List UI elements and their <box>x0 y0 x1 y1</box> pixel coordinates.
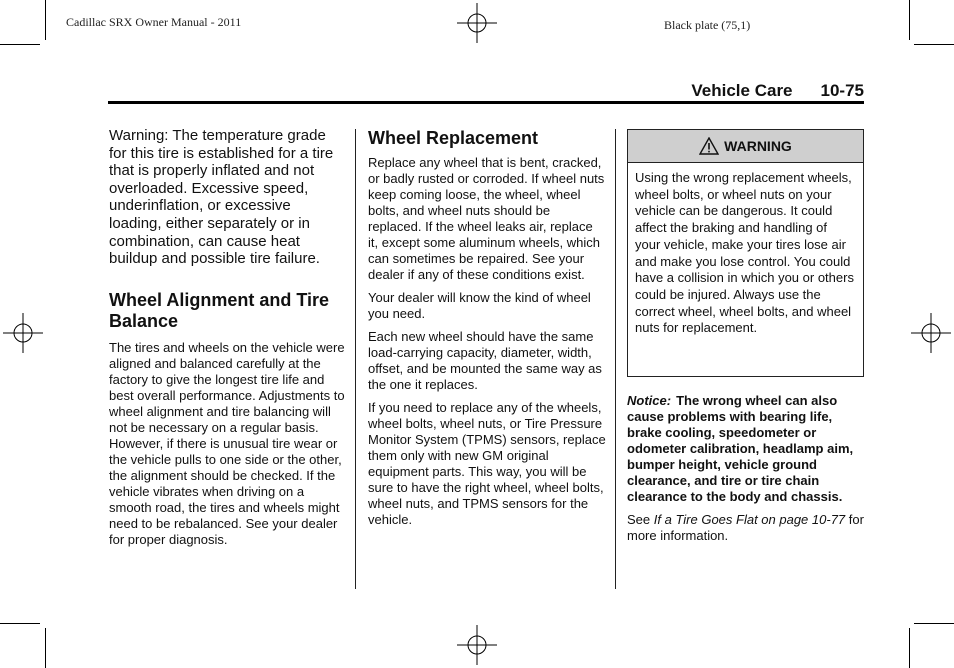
wheel-replacement-p1: Replace any wheel that is bent, cracked, or badly rusted or corroded. If wheel nuts keep coming loose, the wheel, wheel bolts, and wheel nuts should be replaced. If the wheel leaks air, replace it, except some aluminum wheels, which can sometimes be repaired. See your dealer if any of these conditions exist. <box>368 155 605 282</box>
registration-mark-icon <box>911 313 951 353</box>
header-rule <box>108 101 864 104</box>
wheel-replacement-p2: Your dealer will know the kind of wheel you need. <box>368 290 591 321</box>
wheel-replacement-p3: Each new wheel should have the same load-carrying capacity, diameter, width, offset, and be mounted the same way as the one it replaces. <box>368 329 602 392</box>
warning-header <box>628 130 863 163</box>
column-middle <box>368 128 606 535</box>
column-right-lower <box>627 393 864 544</box>
column-left <box>109 127 347 555</box>
tire-temperature-warning-text: Warning: The temperature grade for this tire is established for a tire that is properly inflated and not overloaded. Excessive speed, underinflation, or excessive loading, either separately or in combination, can cause heat buildup and possible tire failure. <box>109 127 334 268</box>
page-number: 10-75 <box>820 81 864 100</box>
see-reference-link[interactable]: If a Tire Goes Flat on page 10-77 <box>653 512 846 527</box>
running-header <box>691 81 864 101</box>
notice-label: Notice: <box>627 393 672 408</box>
print-manual-title: Cadillac SRX Owner Manual - 2011 <box>66 15 242 29</box>
warning-text: Using the wrong replacement wheels, wheel bolts, or wheel nuts on your vehicle can be dangerous. It could affect the braking and handling of your vehicle, make your tires lose air and make you lose control. You could have a collision in which you or others could be injured. Always use the correct wheel, wheel bolts, and wheel nuts for replacement. <box>635 170 854 336</box>
cross-reference <box>627 512 864 544</box>
registration-mark-icon <box>457 3 497 43</box>
section-title: Vehicle Care <box>691 81 793 100</box>
notice-paragraph <box>627 393 864 505</box>
see-suffix: for more information. <box>627 512 864 543</box>
warning-triangle-icon <box>699 137 719 155</box>
wheel-replacement-p4: If you need to replace any of the wheels, wheel bolts, wheel nuts, or Tire Pressure Monitor System (TPMS) sensors, replace them only with new GM original equipment parts. This way, you will be sure to have the right wheel, wheel bolts, wheel nuts, and TPMS sensors for the vehicle. <box>368 400 606 527</box>
wheel-replacement-heading: Wheel Replacement <box>368 128 539 148</box>
print-plate-label: Black plate (75,1) <box>664 18 751 32</box>
notice-text: The wrong wheel can also cause problems with bearing life, brake cooling, speedometer or odometer calibration, headlamp aim, bumper height, vehicle ground clearance, and tire or tire chain clearance to the body and chassis. <box>627 393 854 504</box>
see-prefix: See <box>627 512 651 527</box>
wheel-alignment-heading: Wheel Alignment and Tire Balance <box>109 289 330 331</box>
registration-mark-icon <box>457 625 497 665</box>
column-divider <box>355 129 356 589</box>
column-divider <box>615 129 616 589</box>
warning-box <box>627 129 864 377</box>
wheel-alignment-body: The tires and wheels on the vehicle were aligned and balanced carefully at the factory to give the longest tire life and best overall performance. Adjustments to wheel alignment and tire balancing will not be necessary on a regular basis. However, if there is unusual tire wear or the vehicle pulls to one side or the other, the alignment should be checked. If the vehicle vibrates when driving on a smooth road, the tires and wheels might need to be rebalanced. See your dealer for proper diagnosis. <box>109 339 345 547</box>
warning-title: WARNING <box>724 138 792 154</box>
registration-mark-icon <box>3 313 43 353</box>
